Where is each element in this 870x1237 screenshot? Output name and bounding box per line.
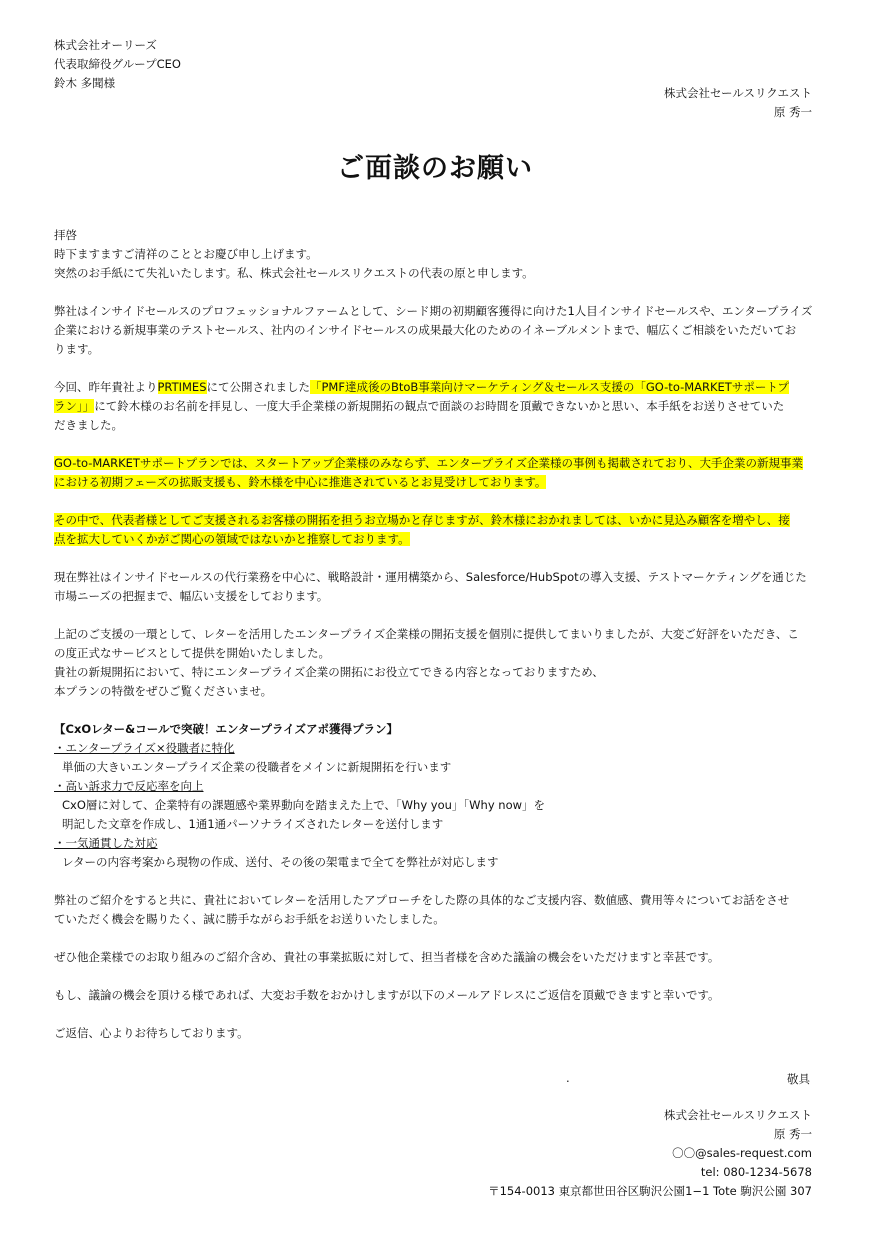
middle-line	[54, 511, 816, 530]
service-line: 上記のご支援の一環として、レターを活用したエンタープライズ企業様の開拓支援を個別に提供してまいりましたが、大変ご好評をいただき、こ	[54, 627, 799, 641]
signature-address: 〒154-0013 東京都世田谷区駒沢公園1−1 Tote 駒沢公園 307	[488, 1184, 812, 1198]
company-line: ります。	[54, 342, 100, 356]
feature-desc: 明記した文章を作成し、1通1通パーソナライズされたレターを送付します	[62, 817, 444, 831]
feature-title: ・エンタープライズ×役職者に特化	[54, 741, 235, 755]
highlight-plan-title-end: ラン」」	[54, 399, 95, 413]
signature-name: 原 秀一	[773, 1127, 812, 1141]
recipient-position: 代表取締役グループCEO	[54, 57, 181, 71]
request-line: ていただく機会を賜りたく、誠に勝手ながらお手紙をお送りいたしました。	[54, 912, 445, 926]
stray-dot: .	[566, 1071, 570, 1085]
reason-line	[54, 378, 816, 397]
reason-line	[54, 397, 816, 416]
reason-text: にて鈴木様のお名前を拝見し、一度大手企業様の新規開拓の観点で面談のお時間を頂戴できないかと思い、本手紙をお送りさせていた	[94, 399, 785, 413]
recipient-block	[54, 36, 181, 93]
self-intro: 突然のお手紙にて失礼いたします。私、株式会社セールスリクエストの代表の原と申します。	[54, 266, 534, 280]
reason-line: だきました。	[54, 418, 123, 432]
highlight-text: における初期フェーズの拡販支援も、鈴木様を中心に推進されているとお見受けしております。	[54, 475, 547, 489]
service-line: 本プランの特徴をぜひご覧くださいませ。	[54, 684, 273, 698]
reason-text: にて公開されました	[206, 380, 310, 394]
letter-body	[54, 226, 816, 1043]
signature-tel: tel: 080-1234-5678	[700, 1165, 812, 1179]
plan-heading: 【CxOレター&コールで突破！エンタープライズアポ獲得プラン】	[54, 722, 398, 736]
feature-title: ・高い訴求力で反応率を向上	[54, 779, 204, 793]
feature-desc: 単価の大きいエンタープライズ企業の役職者をメインに新規開拓を行います	[62, 760, 452, 774]
service-line: 貴社の新規開拓において、特にエンタープライズ企業の開拓にお役立てできる内容となっておりますため、	[54, 665, 604, 679]
request-paragraph	[54, 891, 816, 929]
company-line: 弊社はインサイドセールスのプロフェッショナルファームとして、シード期の初期顧客獲得に向けた1人目インサイドセールスや、エンタープライズ	[54, 304, 813, 318]
middle-paragraph	[54, 511, 816, 549]
sender-company: 株式会社セールスリクエスト	[663, 86, 812, 100]
feature-desc: レターの内容考案から現物の作成、送付、その後の架電まで全てを弊社が対応します	[62, 855, 499, 869]
current-line: 市場ニーズの把握まで、幅広い支援をしております。	[54, 589, 329, 603]
highlight-prtimes: PRTIMES	[157, 380, 207, 394]
recipient-company: 株式会社オーリーズ	[54, 38, 157, 52]
seasonal-greeting: 時下ますますご清祥のこととお慶び申し上げます。	[54, 247, 318, 261]
signature-email: 〇〇@sales-request.com	[672, 1146, 812, 1160]
plan-line	[54, 454, 816, 473]
closing-line: ご返信、心よりお待ちしております。	[54, 1026, 249, 1040]
highlight-text: GO-to-MARKETサポートプランでは、スタートアップ企業様のみならず、エンタープライズ企業様の事例も掲載されており、大手企業の新規事業	[54, 456, 804, 470]
opening-word: 拝啓	[54, 228, 77, 242]
company-line: 企業における新規事業のテストセールス、社内のインサイドセールスの成果最大化のためのイネーブルメントまで、幅広くご相談をいただいてお	[54, 323, 797, 337]
current-paragraph	[54, 568, 816, 606]
feature-desc: CxO層に対して、企業特有の課題感や業界動向を踏まえた上で、「Why you」「Why now」を	[62, 798, 546, 812]
recipient-name: 鈴木 多聞様	[54, 76, 116, 90]
reason-text: 今回、昨年貴社より	[54, 380, 158, 394]
plan-paragraph	[54, 454, 816, 492]
feature-title: ・一気通貫した対応	[54, 836, 158, 850]
service-paragraph	[54, 625, 816, 701]
highlight-text: 点を拡大していくかがご関心の領域ではないかと推察しております。	[54, 532, 410, 546]
letter-title: ご面談のお願い	[337, 153, 533, 184]
reason-paragraph	[54, 378, 816, 435]
sender-block	[664, 84, 812, 122]
plan-line	[54, 473, 816, 492]
email-paragraph: もし、議論の機会を頂ける様であれば、大変お手数をおかけしますが以下のメールアドレスにご返信を頂戴できますと幸いです。	[54, 988, 720, 1002]
discussion-paragraph: ぜひ他企業様でのお取り組みのご紹介含め、貴社の事業拡販に対して、担当者様を含めた議論の機会をいただけますと幸甚です。	[54, 950, 720, 964]
closing-word: 敬具	[787, 1072, 810, 1086]
signature-company: 株式会社セールスリクエスト	[663, 1108, 812, 1122]
plan-features	[54, 720, 816, 872]
middle-line	[54, 530, 816, 549]
company-paragraph	[54, 302, 816, 359]
highlight-text: その中で、代表者様としてご支援されるお客様の開拓を担うお立場かと存じますが、鈴木様におかれましては、いかに見込み顧客を増やし、接	[54, 513, 790, 527]
request-line: 弊社のご紹介をすると共に、貴社においてレターを活用したアプローチをした際の具体的なご支援内容、数値感、費用等々についてお話をさせ	[54, 893, 790, 907]
sender-name: 原 秀一	[773, 105, 812, 119]
highlight-plan-title: 「PMF達成後のBtoB事業向けマーケティング＆セールス支援の「GO-to-MARKETサポートプ	[310, 380, 789, 394]
current-line: 現在弊社はインサイドセールスの代行業務を中心に、戦略設計・運用構築から、Salesforce/HubSpotの導入支援、テストマーケティングを通じた	[54, 570, 807, 584]
signature-block	[488, 1106, 812, 1201]
service-line: の度正式なサービスとして提供を開始いたしました。	[54, 646, 330, 660]
